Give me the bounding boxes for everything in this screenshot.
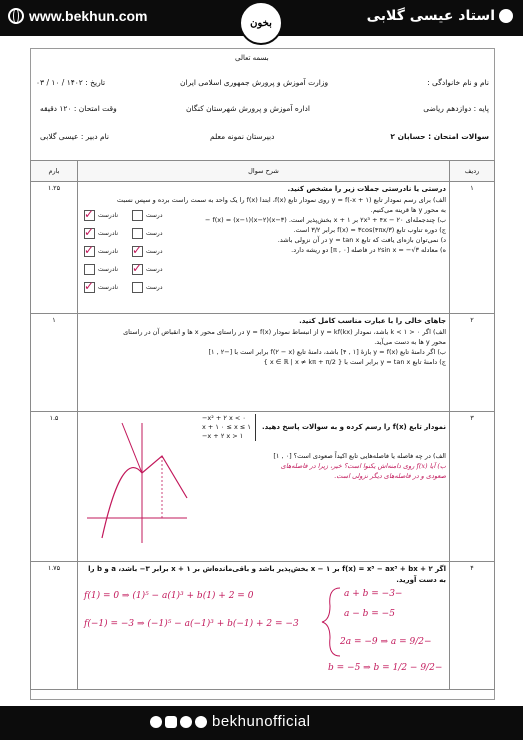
table-row bbox=[31, 412, 495, 562]
false-label: نادرست bbox=[98, 211, 118, 219]
question-line: د) نمی‌توان بازه‌ای یافت که تابع y = tan x در آن نزولی باشد. bbox=[277, 236, 446, 245]
true-label: درست bbox=[146, 211, 163, 219]
work-brace bbox=[318, 586, 342, 676]
true-checkbox[interactable] bbox=[132, 246, 143, 257]
question-body bbox=[78, 182, 450, 314]
true-label: درست bbox=[146, 229, 163, 237]
questions-table bbox=[30, 160, 495, 690]
true-label: درست bbox=[146, 247, 163, 255]
row-number: ۲ bbox=[450, 314, 495, 412]
piecewise-line: −x² + ۲ x < ۰ bbox=[201, 414, 246, 422]
work-line: −a + b = −3 bbox=[344, 589, 403, 599]
score-cell: ۱.۵ bbox=[31, 412, 78, 562]
grade-label: پایه : دوازدهم ریاضی bbox=[423, 104, 489, 113]
true-checkbox[interactable] bbox=[132, 264, 143, 275]
question-title: درستی یا نادرستی جملات زیر را مشخص کنید. bbox=[287, 185, 446, 193]
name-label: نام و نام خانوادگی : bbox=[427, 78, 489, 87]
question-line: الف) برای رسم نمودار تابع y = f(-x + ۱) روی نمودار تابع f(x)، ابتدا f(x) را یک واحد به سمت راست برده و سپس نسبت bbox=[116, 195, 446, 204]
social-handle: bekhunofficial bbox=[212, 713, 311, 730]
work-line: a − b = −5 bbox=[344, 609, 395, 619]
instagram-icon[interactable] bbox=[150, 716, 162, 728]
question-line: صعودی و در فاصله‌های دیگر نزولی است. bbox=[334, 472, 446, 481]
row-number: ۴ bbox=[450, 562, 495, 690]
teacher-credit bbox=[367, 8, 513, 24]
score-cell: ۱.۲۵ bbox=[31, 182, 78, 314]
aparat-icon[interactable] bbox=[195, 716, 207, 728]
false-label: نادرست bbox=[98, 265, 118, 273]
brace-mark bbox=[322, 588, 340, 656]
piecewise-definition bbox=[202, 414, 256, 441]
false-label: نادرست bbox=[98, 229, 118, 237]
false-checkbox[interactable] bbox=[84, 282, 95, 293]
tf-choice-c bbox=[84, 246, 163, 257]
question-body bbox=[78, 314, 450, 412]
question-line: محور y ها به دست می‌آید. bbox=[374, 337, 446, 346]
teacher-name: نام دبیر : عیسی گلابی bbox=[40, 132, 109, 141]
brand-logo bbox=[239, 1, 283, 45]
true-label: درست bbox=[146, 265, 163, 273]
teacher-text: استاد عیسی گلابی bbox=[366, 8, 495, 24]
exam-date: تاریخ : ۱۴۰۲ / ۱۰ / ۰۳ bbox=[36, 78, 106, 87]
question-line: الف) اگر ۰ < k < ۱ باشد، نمودار y = kf(kx) از انبساط نمودار y = f(x) در راستای محور x ها و انقباض آن در راستای bbox=[123, 327, 446, 336]
false-label: نادرست bbox=[98, 283, 118, 291]
work-line: −9/2 − b = −5 ⇒ b = 1/2 bbox=[328, 663, 443, 673]
work-line: f(−1) = −3 ⇒ (−1)⁵ − a(−1)³ + b(−1) + 2 = −3 bbox=[84, 619, 299, 629]
question-line: ج) دوره تناوب تابع f(x) = ۳cos(۴πx/۳) برابر ۳/۲ است. bbox=[293, 226, 446, 235]
function-curve bbox=[102, 456, 187, 538]
tf-choice-a bbox=[84, 210, 163, 221]
table-row bbox=[31, 314, 495, 412]
user-icon bbox=[499, 9, 513, 23]
bottom-banner bbox=[0, 706, 523, 740]
social-icons bbox=[150, 716, 207, 728]
question-line: ه) معادله ۲sin x = −√۳ در فاصله [۰ , π] دو ریشه دارد. bbox=[291, 246, 446, 255]
logo-text: بخون bbox=[250, 17, 272, 29]
subject-label: سوالات امتحان : حسابان ۲ bbox=[390, 132, 489, 141]
website-text: www.bekhun.com bbox=[29, 8, 148, 24]
school-name: دبیرستان نمونه معلم bbox=[210, 132, 275, 141]
row-column-header: ردیف bbox=[450, 161, 495, 182]
question-body bbox=[78, 412, 450, 562]
telegram-icon[interactable] bbox=[180, 716, 192, 728]
work-line: −2a = −9 ⇒ a = 9/2 bbox=[340, 637, 432, 647]
score-column-header: بارم bbox=[31, 161, 78, 182]
row-number: ۳ bbox=[450, 412, 495, 562]
false-checkbox[interactable] bbox=[84, 246, 95, 257]
false-checkbox[interactable] bbox=[84, 264, 95, 275]
question-line: به محور y ها قرینه می‌کنیم. bbox=[370, 205, 446, 214]
curve-upper bbox=[122, 423, 142, 473]
question-line: ج) دامنهٔ تابع y = tan x برابر است با { x ∈ ℝ | x ≠ kπ + π/2 } bbox=[263, 358, 446, 367]
question-title: اگر f(x) = x⁵ − ax³ + bx + ۲ بر x − ۱ بخش‌پذیر باشد و باقی‌مانده‌اش بر x + ۱ برابر ۳− باشد، a و b را به دست آورید. bbox=[88, 565, 446, 584]
globe-icon bbox=[8, 8, 24, 24]
score-cell: ۱.۷۵ bbox=[31, 562, 78, 690]
question-title: جاهای خالی را با عبارت مناسب کامل کنید. bbox=[299, 317, 446, 325]
office-title: اداره آموزش و پرورش شهرستان کنگان bbox=[186, 104, 310, 113]
question-body bbox=[78, 562, 450, 690]
exam-duration: وقت امتحان : ۱۲۰ دقیقه bbox=[40, 104, 117, 113]
false-checkbox[interactable] bbox=[84, 228, 95, 239]
true-checkbox[interactable] bbox=[132, 210, 143, 221]
hand-drawn-graph bbox=[82, 418, 192, 548]
question-title: نمودار تابع f(x) را رسم کرده و به سوالات پاسخ دهید. bbox=[261, 423, 446, 432]
question-line: ب) آیا f(x) روی دامنه‌اش یکنوا است؟ خیر، زیرا در فاصله‌های bbox=[280, 462, 446, 471]
youtube-icon[interactable] bbox=[165, 716, 177, 728]
row-number: ۱ bbox=[450, 182, 495, 314]
question-line: ب) چندجمله‌ای ۲x³ + ۴x − ۲۰ بر x + ۱ بخش‌پذیر است. f(x) = (x−۱)(x−۲)(x−۳) − bbox=[204, 215, 446, 224]
question-line: الف) در چه فاصله یا فاصله‌هایی تابع اکیداً صعودی است؟ [۰ , ۱] bbox=[273, 452, 446, 461]
tf-choice-e bbox=[84, 282, 163, 293]
website-link[interactable] bbox=[8, 8, 148, 24]
question-line: ب) اگر دامنهٔ تابع y = f(x) بازهٔ [۱ , ۴] باشد، دامنهٔ تابع f(۲ − x) برابر است با [−۲ , ۱] bbox=[208, 347, 446, 356]
false-checkbox[interactable] bbox=[84, 210, 95, 221]
table-row bbox=[31, 182, 495, 314]
score-cell: ۱ bbox=[31, 314, 78, 412]
true-checkbox[interactable] bbox=[132, 228, 143, 239]
piecewise-line: x + ۱ ۰ ≤ x ≤ ۱ bbox=[201, 423, 251, 432]
piecewise-line: −x + ۲ x > ۱ bbox=[201, 432, 244, 441]
table-row bbox=[31, 562, 495, 690]
question-column-header: شرح سوال bbox=[78, 161, 450, 182]
work-line: f(1) = 0 ⇒ (1)⁵ − a(1)³ + b(1) + 2 = 0 bbox=[84, 591, 254, 601]
true-checkbox[interactable] bbox=[132, 282, 143, 293]
false-label: نادرست bbox=[98, 247, 118, 255]
tf-choice-d bbox=[84, 264, 163, 275]
ministry-title: وزارت آموزش و پرورش جمهوری اسلامی ایران bbox=[180, 78, 329, 87]
tf-choice-b bbox=[84, 228, 163, 239]
bismillah: بسمه تعالی bbox=[235, 54, 269, 62]
table-header-row bbox=[31, 161, 495, 182]
true-label: درست bbox=[146, 283, 163, 291]
